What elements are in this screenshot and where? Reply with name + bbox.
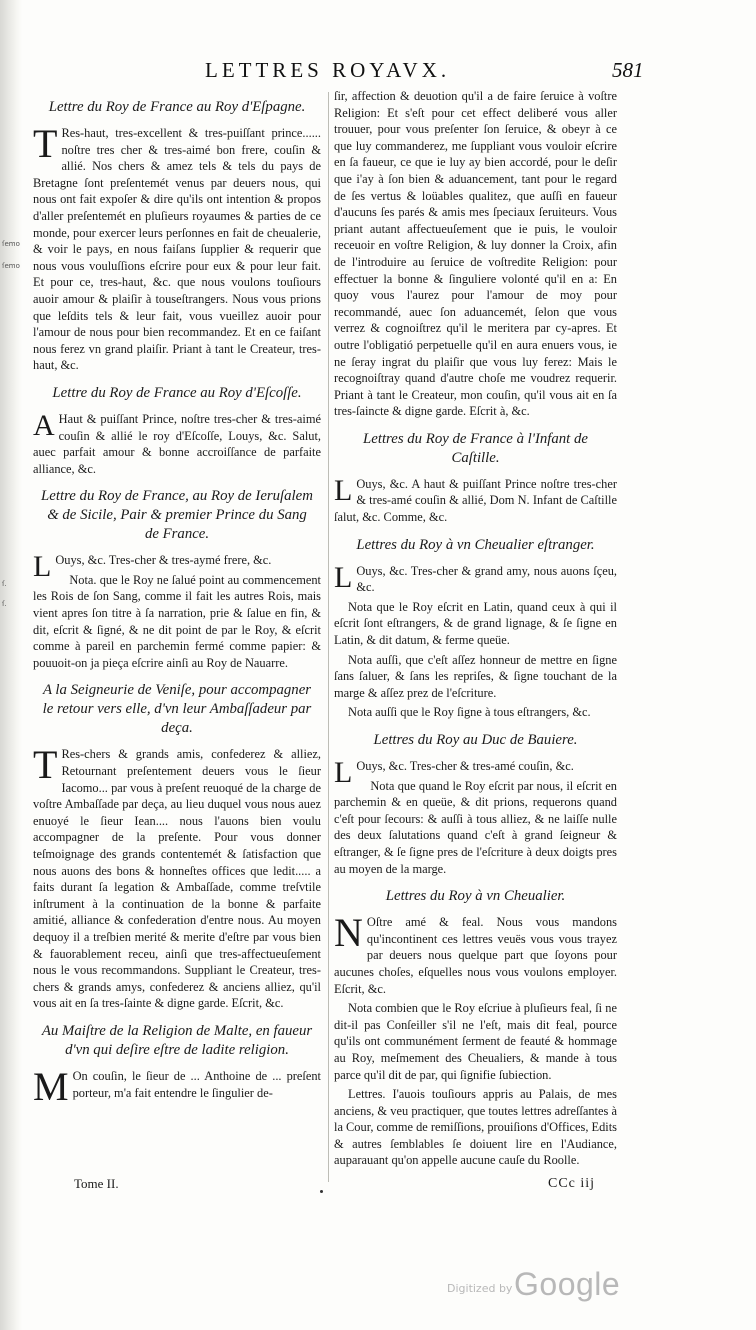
letter-text: Oſtre amé & feal. Nous vous mandons qu'incontinent ces lettres veuës vous vous trayez par deuers nous quelque part que ſoyons pour aucunes choſes, eſquelles nous vous voulons employer. Eſcrit, &c. <box>334 915 617 996</box>
section-heading: Lettre du Roy de France au Roy d'Eſpagne. <box>48 99 306 115</box>
nota-paragraph: Nota. que le Roy ne ſalué point au commencement les Rois de ſon Sang, comme il fait les autres Rois, mais vient apres ſon titre à ſa narration, prie & ſalue en fin, & dit, eſcrit & ſigné, & ne dit point de par le Roy, & eſcrit comme à pareil en parchemin fermé comme papier: & pouuoit-on ja pieça eſcrire ainſi au Roy de Nauarre. <box>33 572 321 670</box>
google-watermark: Google <box>514 1266 621 1302</box>
letter-body <box>33 742 321 1012</box>
letter-body <box>33 121 321 374</box>
left-column <box>33 88 321 1198</box>
letter-text: Res-chers & grands amis, confederez & alliez, Retournant preſentement deuers vous le ſieur Iacomo... par vous à preſent reuoqué de la charge de voſtre Ambaſſade par deça, au lieu duquel vous nous auez enuoyé le ſieur Iean.... nous l'auons bien voulu accompagner de la preſente. Pour vous donner teſmoignage des grands contentemét & ſatisfaction que nous auons des bons & honneſtes offices que ledit..... a faits durant ſa legation & Ambaſſade, comme treſvtile inſtrument à la continuation de la bonne & parfaite amitié, alliance & confederation d'entre nous. Au moyen dequoy il a treſbien merité & merite d'eſtre par vous bien & fauorablement receu, ainſi que tres-affectueuſement nous le vous recommandons. Suppliant le Createur, tres-chers & grands amys, confederez & anciens alliez, qu'il vous ait en ſa tres-ſainte & digne garde. Eſcrit, &c. <box>33 747 321 1011</box>
drop-cap: L <box>334 473 353 507</box>
page-number: 581 <box>612 58 644 82</box>
letter-text: On couſin, le ſieur de ... Anthoine de ... preſent porteur, m'a fait entendre le ſingulier de- <box>72 1068 321 1100</box>
section-heading: Lettres du Roy à vn Cheualier. <box>385 888 566 905</box>
nota-paragraph: Nota que le Roy eſcrit en Latin, quand ceux à qui il eſcrit ſont eſtrangers, & de grand lignage, & ſe ſigne en Latin, & dit datum, & ferme queüe. <box>334 599 617 648</box>
drop-cap: T <box>33 742 58 788</box>
drop-cap: L <box>33 550 52 584</box>
letter-text: Ouys, &c. Tres-cher & tres-amé couſin, &c. <box>356 759 574 773</box>
nota-paragraph: Nota que quand le Roy eſcrit par nous, il eſcrit en parchemin & en queüe, & dit prions, requerons quand c'eſt pour ſecours: & auſſi à tous alliez, & ne laiſſe nulle des deux ſalutations quand c'eſt à grand ſeigneur & eſtranger, & ſe ſigne pres de l'eſcriture à deux doigts pres au moyen de la marge. <box>334 778 617 876</box>
volume-label: Tome II. <box>74 1176 119 1191</box>
letter-body <box>334 560 617 596</box>
signature-mark: CCc iij <box>548 1176 596 1191</box>
continued-text: ſir, affection & deuotion qu'il a de faire ſeruice à voſtre Religion: Et s'eſt pour cet effect deliberé vous aller trouuer, pour vous preſenter ſon ſeruice, & obeyr à ce que luy commanderez, me ſuppliant vous vouloir eſcrire en ſa faueur, ce que ie luy ay bien accordé, pour le deſir que i'ay à ſon bien & aduancement, tant pour le regard de ſes vertus & loüables qualitez, que auſſi en faueur d'aucuns ſes parés & amis mes ſpeciaux ſeruiteurs. Vous priant autant affectueuſement que ie puis, le vouloir receuoir en voſtre Religion, & luy donner la Croix, afin de l'introduire au ſeruice de voſtredite Religion: pour effectuer la bonne & ſinguliere volonté qu'il en a: En quoy vous l'aurez pour l'amour de moy pour recommandé, auec ſon aduancemét, ſelon que vous verrez & cognoiſtrez qu'il le meritera par cy-apres. Et outre l'obligatió perpetuelle qu'il en aura enuers vous, ie ne ſeray ingrat du plaiſir que vous luy ferez: Mais le recognoiſtray quand d'autre choſe me voudrez requerir. Priant à tant le Createur, mon couſin, qu'il vous ait en ſa tres-ſaincte & digne garde. Eſcrit à, &c. <box>334 89 617 419</box>
nota-paragraph: Nota auſſi, que c'eſt aſſez honneur de mettre en ſigne ſans ſaluer, & ſans les repriſes, & ſigne touchant de la marge & aſſez prez de l'eſcriture. <box>334 652 617 700</box>
margin-note: ſemo <box>2 240 20 248</box>
letter-body <box>334 756 617 789</box>
letter-body <box>334 910 617 997</box>
letter-text: Ouys, &c. Tres-cher & grand amy, nous auons ſçeu, &c. <box>356 563 617 595</box>
section-heading: Lettre du Roy de France, au Roy de Ieruſalem & de Sicile, Pair & premier Prince du Sang de France. <box>41 488 313 543</box>
section-heading: Lettres du Roy à vn Cheualier eſtranger. <box>356 536 595 553</box>
drop-cap: M <box>33 1063 69 1109</box>
lettres-paragraph: Lettres. I'auois touſiours appris au Palais, de mes anciens, & veu practiquer, que toutes lettres adreſſantes à la Cour, comme de remiſſions, prouiſions d'Offices, Edits & autres ſemblables ſe doiuent lire en l'Audiance, auparauant qu'on appelle aucune cauſe du Roolle. <box>334 1087 617 1168</box>
drop-cap: L <box>334 560 353 594</box>
letter-text: Ouys, &c. A haut & puiſſant Prince noſtre tres-cher & tres-amé couſin & allié, Dom N. Infant de Caſtille ſalut, &c. Comme, &c. <box>334 476 617 525</box>
digitized-by-label: Digitized by <box>447 1282 513 1295</box>
letter-body <box>334 473 617 526</box>
running-head: LETTRES ROYAVX. <box>205 58 451 82</box>
letter-text: Haut & puiſſant Prince, noſtre tres-cher & tres-aimé couſin & allié le roy d'Eſcoſſe, Louys, &c. Salut, auec parfait amour & bonne accroiſſance de parfaite alliance, &c. <box>33 411 321 476</box>
section-heading: Lettres du Roy de France à l'Infant de Caſtille. <box>363 430 588 466</box>
nota-paragraph: Nota combien que le Roy eſcriue à pluſieurs feal, ſi ne dit-il pas Conſeiller s'il ne l'eſt, mais dit feal, pource qu'ils ont communément ſerment de feauté & hommage au Roy, meſmement des Cheualiers, & mande à tous parce qu'il dit de par, qui ſignifie ſubiection. <box>334 1001 617 1082</box>
column-divider <box>328 92 329 1182</box>
ornament-dot <box>320 1190 323 1193</box>
letter-text: Res-haut, tres-excellent & tres-puiſſant prince...... noſtre tres cher & tres-aimé bon frere, couſin & allié. Nos chers & amez tels & tels du pays de Bretagne ſont preſentemét venus par deuers nous, qui nous ont fait expoſer & dire qu'ils ont intention & propos d'aller preſentemét en pluſieurs royaumes & parties de ce monde, pour exercer leurs perſonnes en fait de cheualerie, & voir le pays, en nous faiſans ſupplier & requerir que nous vous vouluſſions eſcrire pour eux & pour leur fait. Et pour ce, tres-haut, &c. que nous voulons touſiours auoir amour & plaiſir à touseſtrangers. Nous vous prions que leſdits tels & leur fait, vous vueillez auoir pour l'amour de nous pour bien recommandez. Et en ce faiſant nous ferez vn grand plaiſir. Priant à tant le Createur, tres-haut, &c. <box>33 126 321 373</box>
margin-note: ſemo <box>2 262 20 270</box>
margin-note: ſ. <box>2 580 7 588</box>
right-column <box>334 88 617 1198</box>
binding-gutter <box>0 0 22 1330</box>
margin-note: ſ. <box>2 600 7 608</box>
section-heading: Lettres du Roy au Duc de Bauiere. <box>373 732 578 748</box>
section-heading: Au Maiſtre de la Religion de Malte, en faueur d'vn qui deſire eſtre de ladite religion. <box>41 1022 313 1058</box>
letter-body <box>33 550 321 584</box>
section-heading: Lettre du Roy de France au Roy d'Eſcoſſe. <box>52 384 302 401</box>
drop-cap: A <box>33 408 55 442</box>
letter-body <box>33 1063 321 1109</box>
section-heading: A la Seigneurie de Veniſe, pour accompagner le retour vers elle, d'vn leur Ambaſſadeur par deça. <box>42 682 312 737</box>
letter-body <box>33 408 321 477</box>
letter-text: Ouys, &c. Tres-cher & tres-aymé frere, &c. <box>55 553 272 568</box>
nota-paragraph: Nota auſſi que le Roy ſigne à tous eſtrangers, &c. <box>348 705 591 720</box>
drop-cap: L <box>334 756 353 789</box>
drop-cap: T <box>33 121 58 166</box>
drop-cap: N <box>334 910 363 956</box>
